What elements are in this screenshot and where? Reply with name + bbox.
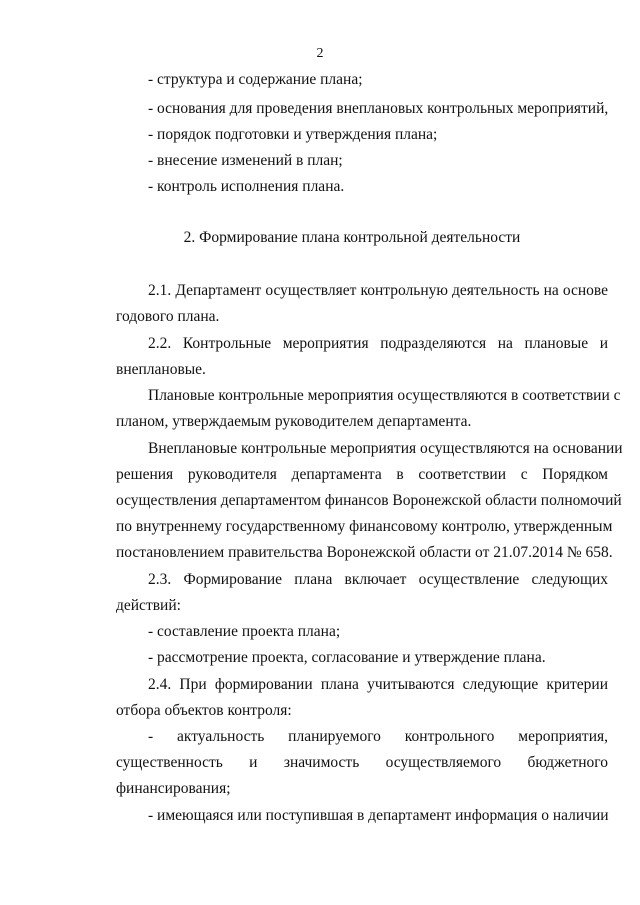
paragraph-line: Плановые контрольные мероприятия осуществляются в соответствии с: [148, 387, 621, 404]
paragraph-line: по внутреннему государственному финансовому контролю, утвержденным: [116, 518, 613, 535]
paragraph-line: осуществления департаментом финансов Воронежской области полномочий: [116, 492, 622, 509]
paragraph-line: 2.3. Формирование плана включает осуществление следующих: [148, 571, 608, 588]
list-item: - контроль исполнения плана.: [148, 178, 345, 195]
paragraph-line: годового плана.: [116, 308, 220, 325]
paragraph-line: планом, утверждаемым руководителем департамента.: [116, 413, 472, 430]
paragraph-line: решения руководителя департамента в соответствии с Порядком: [116, 466, 608, 483]
paragraph-line: отбора объектов контроля:: [116, 702, 292, 719]
list-item: - рассмотрение проекта, согласование и утверждение плана.: [148, 649, 546, 666]
list-item: - внесение изменений в план;: [148, 152, 343, 169]
paragraph-line: постановлением правительства Воронежской области от 21.07.2014 № 658.: [116, 544, 613, 561]
paragraph-line: 2.1. Департамент осуществляет контрольную деятельность на основе: [148, 282, 608, 299]
paragraph-line: 2.4. При формировании плана учитываются следующие критерии: [148, 676, 608, 693]
page-number: 2: [316, 46, 324, 61]
paragraph-line: Внеплановые контрольные мероприятия осуществляются на основании: [148, 440, 623, 457]
list-item: - актуальность планируемого контрольного мероприятия,: [148, 728, 608, 745]
list-item: - составление проекта плана;: [148, 623, 341, 640]
paragraph-line: внеплановые.: [116, 361, 206, 378]
list-item: - порядок подготовки и утверждения плана;: [148, 126, 438, 143]
list-item: - структура и содержание плана;: [148, 71, 363, 88]
paragraph-line: финансирования;: [116, 780, 231, 797]
list-item: - имеющаяся или поступившая в департамент информация о наличии: [148, 807, 609, 824]
paragraph-line: 2.2. Контрольные мероприятия подразделяются на плановые и: [148, 335, 608, 352]
paragraph-line: действий:: [116, 597, 181, 614]
section-heading: 2. Формирование плана контрольной деятельности: [183, 229, 521, 246]
paragraph-line: существенность и значимость осуществляемого бюджетного: [116, 754, 608, 771]
list-item: - основания для проведения внеплановых контрольных мероприятий,: [148, 100, 609, 117]
